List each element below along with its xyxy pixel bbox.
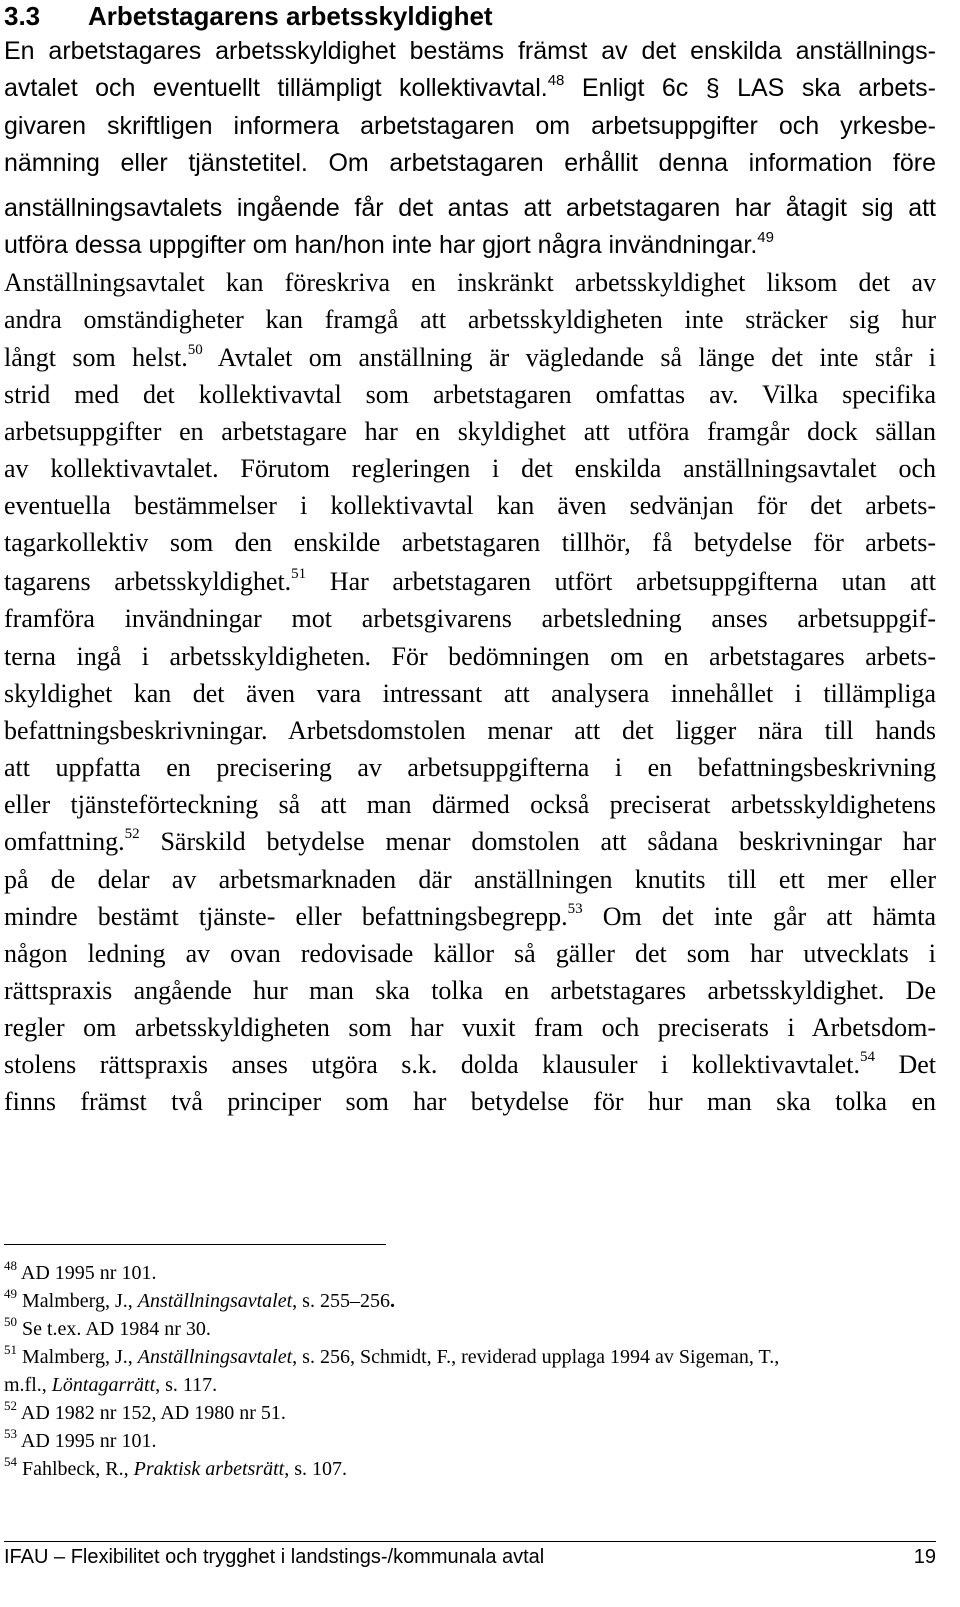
body-line-text: Avtalet om anställning är vägledande så länge det inte står i [202, 343, 937, 372]
body-line [4, 413, 936, 450]
section-title: Arbetstagarens arbetsskyldighet [88, 1, 493, 31]
body-line [4, 638, 936, 675]
body-line-text: långt som helst. [4, 343, 188, 372]
body-line-text: regler om arbetsskyldigheten som har vuxit fram och preciserats i Arbetsdom- [4, 1013, 936, 1042]
body-line [4, 786, 936, 823]
body-line [4, 823, 936, 860]
body-line-text: framföra invändningar mot arbetsgivarens arbetsledning anses arbetsuppgif- [4, 604, 936, 633]
footnote-text: Malmberg, J., [17, 1290, 138, 1312]
body-line-text: arbetsuppgifter en arbetstagare har en skyldighet att utföra framgår dock sällan [4, 417, 936, 446]
body-line [4, 749, 936, 786]
footnote-number: 52 [4, 1398, 17, 1414]
footnote-number: 50 [4, 1314, 17, 1330]
footnote-number: 54 [4, 1454, 17, 1470]
body-line [4, 712, 936, 749]
body-line-text: Har arbetstagaren utfört arbetsuppgifterna utan att [306, 567, 936, 596]
footnote-text: Fahlbeck, R., [17, 1458, 134, 1480]
body-line-text: skyldighet kan det även vara intressant att analysera innehållet i tillämpliga [4, 679, 936, 708]
footnote-title: Praktisk arbetsrätt [133, 1458, 285, 1480]
body-line [4, 227, 936, 264]
body-line-text: avtalet och eventuellt tillämpligt kollektivavtal. [4, 74, 548, 102]
footnote-text: . [389, 1290, 395, 1312]
body-line-text: strid med det kollektivavtal som arbetstagaren omfattas av. Vilka specifika [4, 380, 936, 409]
body-line-text: eventuella bestämmelser i kollektivavtal kan även sedvänjan för det arbets- [4, 491, 936, 520]
footer-rule [4, 1541, 936, 1542]
body-line [4, 972, 936, 1009]
body-line-text: stolens rättspraxis anses utgöra s.k. dolda klausuler i kollektivavtalet. [4, 1050, 860, 1079]
body-line-text: givaren skriftligen informera arbetstagaren om arbetsuppgifter och yrkesbe- [4, 112, 936, 140]
body-line [4, 1083, 936, 1120]
footnote-ref: 54 [859, 1049, 875, 1066]
body-line [4, 376, 936, 413]
footnote-ref: 48 [547, 71, 565, 89]
body-line [4, 1046, 936, 1083]
body-line [4, 675, 936, 712]
body-line [4, 70, 936, 107]
section-heading [4, 0, 493, 32]
footnote [4, 1288, 936, 1314]
body-line [4, 524, 936, 561]
footnote-text: Malmberg, J., [17, 1346, 138, 1368]
body-line [4, 487, 936, 524]
body-line-text: eller tjänsteförteckning så att man därmed också preciserat arbetsskyldighetens [4, 790, 936, 819]
footnote [4, 1260, 936, 1286]
body-line-text: att uppfatta en precisering av arbetsuppgifterna i en befattningsbeskrivning [4, 753, 936, 782]
footnote [4, 1316, 936, 1342]
body-line-text: Det [874, 1050, 936, 1079]
body-line [4, 301, 936, 338]
body-line [4, 1009, 936, 1046]
body-line-text: En arbetstagares arbetsskyldighet bestäms främst av det enskilda anställnings- [4, 37, 936, 65]
footnote [4, 1344, 936, 1370]
body-line [4, 935, 936, 972]
body-line-text: omfattning. [4, 827, 125, 856]
body-line [4, 563, 936, 600]
body-line-text: Om det inte går att hämta [582, 902, 936, 931]
body-line-text: terna ingå i arbetsskyldigheten. För bedömningen om en arbetstagares arbets- [4, 642, 936, 671]
footnote-number: 48 [4, 1258, 17, 1274]
footnote-number: 51 [4, 1342, 17, 1358]
footnote-text: AD 1995 nr 101. [17, 1430, 157, 1452]
body-line [4, 861, 936, 898]
body-line [4, 600, 936, 637]
footnote [4, 1400, 936, 1426]
footnote-ref: 53 [567, 901, 583, 918]
body-line-text: Enligt 6c § LAS ska arbets- [564, 74, 937, 102]
footnote-title: Anställningsavtalet [137, 1290, 293, 1312]
body-line [4, 33, 936, 70]
footnote-text: AD 1995 nr 101. [17, 1262, 157, 1284]
footnote-ref: 51 [291, 566, 307, 583]
footnote-text: , s. 256, Schmidt, F., reviderad upplaga 1994 av Sigeman, T., [292, 1346, 780, 1368]
body-line-text: nämning eller tjänstetitel. Om arbetstagaren erhållit denna information före [4, 149, 936, 177]
body-line-text: andra omständigheter kan framgå att arbetsskyldigheten inte sträcker sig hur [4, 305, 936, 334]
footer-title: IFAU – Flexibilitet och trygghet i landstings-/kommunala avtal [4, 1546, 545, 1568]
footnote-text: , s. 255–256 [292, 1290, 390, 1312]
body-line-text: på de delar av arbetsmarknaden där anställningen knutits till ett mer eller [4, 865, 936, 894]
body-line-text: anställningsavtalets ingående får det antas att arbetstagaren har åtagit sig att [4, 194, 936, 222]
body-line-text: rättspraxis angående hur man ska tolka en arbetstagares arbetsskyldighet. De [4, 976, 936, 1005]
footnote-text: , s. 107. [284, 1458, 347, 1480]
footnote-separator [4, 1244, 386, 1245]
footnote [4, 1428, 936, 1454]
page-number: 19 [913, 1546, 936, 1568]
body-line [4, 450, 936, 487]
body-line-text: tagarkollektiv som den enskilde arbetstagaren tillhör, få betydelse för arbets- [4, 528, 936, 557]
body-line-text: utföra dessa uppgifter om han/hon inte har gjort några invändningar. [4, 231, 758, 259]
footnote-text: m.fl., [4, 1374, 52, 1396]
body-line [4, 264, 936, 301]
body-line-text: Anställningsavtalet kan föreskriva en inskränkt arbetsskyldighet liksom det av [4, 268, 936, 297]
body-line-text: av kollektivavtalet. Förutom regleringen i det enskilda anställningsavtalet och [4, 454, 936, 483]
footnote-text: , s. 117. [155, 1374, 218, 1396]
body-line-text: mindre bestämt tjänste- eller befattningsbegrepp. [4, 902, 568, 931]
footnote [4, 1372, 936, 1398]
footnote-title: Löntagarrätt [51, 1374, 156, 1396]
body-line [4, 339, 936, 376]
footnote-text: AD 1982 nr 152, AD 1980 nr 51. [17, 1402, 286, 1424]
body-line [4, 898, 936, 935]
body-line-text: tagarens arbetsskyldighet. [4, 567, 292, 596]
footnote-ref: 49 [757, 228, 774, 246]
body-line [4, 145, 936, 182]
footnote-ref: 52 [124, 826, 140, 843]
footnote-ref: 50 [187, 342, 203, 359]
footnote-number: 49 [4, 1286, 17, 1302]
body-line-text: Särskild betydelse menar domstolen att sådana beskrivningar har [139, 827, 936, 856]
footnote-text: Se t.ex. AD 1984 nr 30. [17, 1318, 211, 1340]
body-line-text: finns främst två principer som har betydelse för hur man ska tolka en [4, 1087, 936, 1116]
footnote [4, 1456, 936, 1482]
footnote-title: Anställningsavtalet [137, 1346, 293, 1368]
body-line-text: befattningsbeskrivningar. Arbetsdomstolen menar att det ligger nära till hands [4, 716, 936, 745]
body-line [4, 108, 936, 145]
body-line [4, 190, 936, 227]
footnote-number: 53 [4, 1426, 17, 1442]
body-line-text: någon ledning av ovan redovisade källor så gäller det som har utvecklats i [4, 939, 936, 968]
section-number: 3.3 [4, 1, 41, 31]
